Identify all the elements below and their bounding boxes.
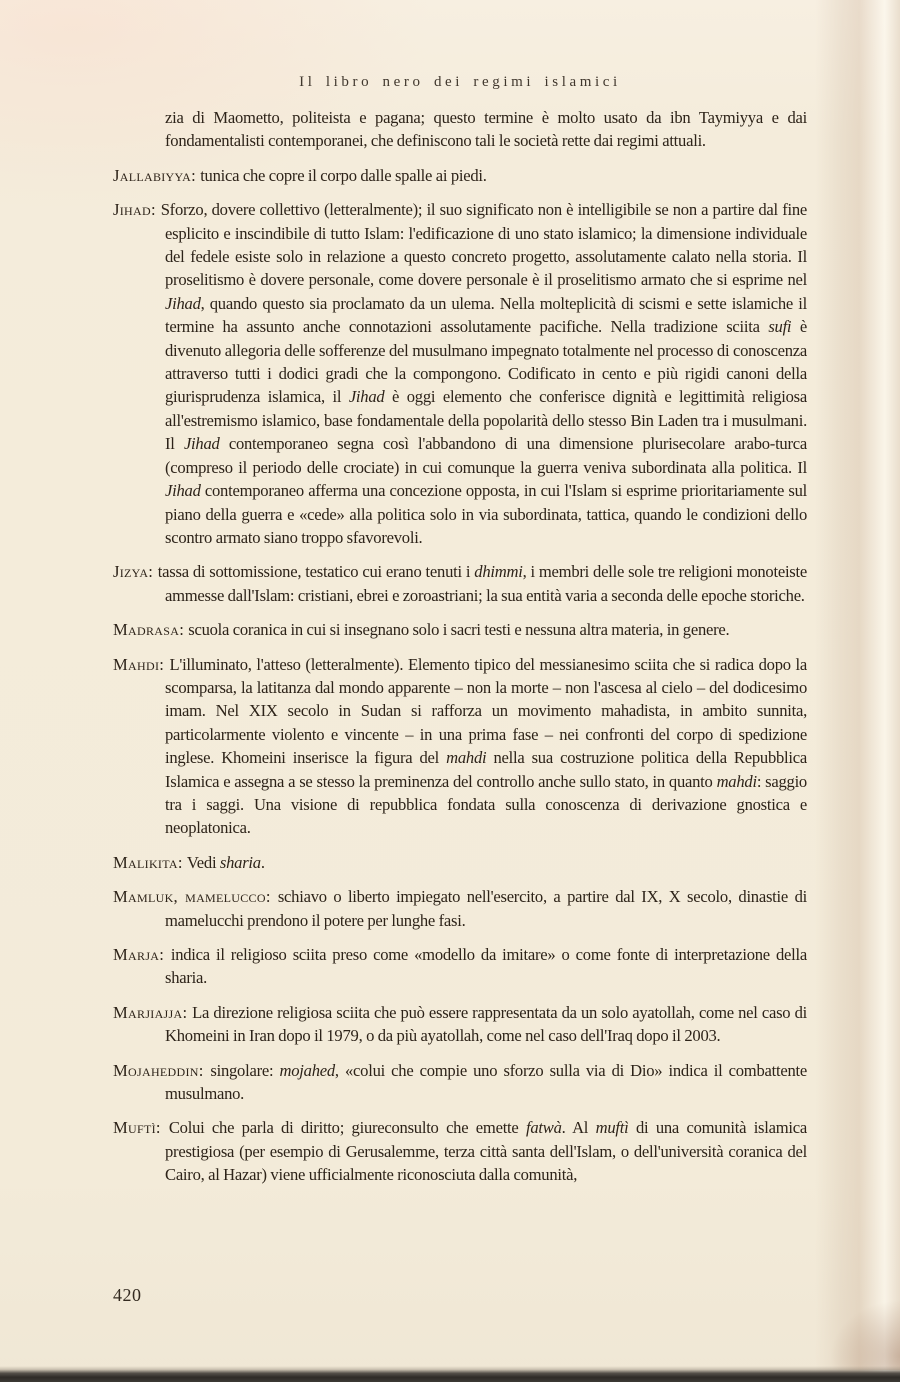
body-text: L'illuminato, l'atteso (letteralmente). Elemento tipico del messianesimo sciita che si radica dopo la scomparsa, la latitanza dal mondo apparente – non la morte – non l'ascesa al cielo – del dodicesimo imam. Nel XIX secolo in Sudan si rafforza un movimento mahadista, in ambito sunnita, particolarmente violento e vincente – in una prima fase – nei confronti del corpo di spedizione inglese. Khomeini inserisce la figura del bbox=[165, 654, 807, 768]
entry-term: Jihad: bbox=[113, 200, 161, 220]
italic-term-text: Jihad bbox=[165, 293, 201, 313]
body-text: La direzione religiosa sciita che può essere rappresentata da un solo ayatollah, come nel caso di Khomeini in Iran dopo il 1979, o da più ayatollah, come nel caso dell'Iraq dopo il 2003. bbox=[165, 1002, 808, 1046]
body-text: : saggio tra i saggi. Una visione di repubblica fondata sulla conoscenza di derivazione gnostica e neoplatonica. bbox=[165, 771, 807, 838]
glossary-entry bbox=[113, 198, 807, 549]
body-text: schiavo o liberto impiegato nell'esercito, a partire dal IX, X secolo, dinastie di mamelucchi prendono il potere per lunghe fasi. bbox=[165, 887, 807, 930]
body-text: , «colui che compie uno sforzo sulla via di Dio» indica il combattente musulmano. bbox=[165, 1060, 807, 1104]
entry-term: Jizya: bbox=[113, 562, 158, 582]
glossary-entry bbox=[113, 1059, 807, 1106]
body-text: , i membri delle sole tre religioni monoteiste ammesse dall'Islam: cristiani, ebrei e zoroastriani; la sua entità varia a seconda delle epoche storiche. bbox=[165, 562, 807, 605]
italic-term-text: mojahed bbox=[279, 1060, 335, 1080]
italic-term-text: mahdi bbox=[446, 748, 487, 768]
running-header: Il libro nero dei regimi islamici bbox=[299, 74, 621, 90]
italic-term-text: muftì bbox=[595, 1118, 629, 1138]
italic-term-text: Jihad bbox=[348, 387, 385, 407]
body-text: contemporaneo afferma una concezione opposta, in cui l'Islam si esprime prioritariamente sul piano della guerra e «cede» alla politica solo in via subordinata, tattica, quando le condizioni dello scontro armato siano troppo sfavorevoli. bbox=[165, 481, 807, 547]
entry-term: Jallabiyya: bbox=[113, 165, 201, 185]
body-text: è divenuto allegoria delle sofferenze del musulmano impegnato totalmente nel processo di conoscenza attraverso tutti i dodici gradi che la compongono. Codificato in cento e più rigidi canoni della giurisprudenza islamica, il bbox=[165, 317, 807, 407]
body-text: è oggi elemento che conferisce dignità e legittimità religiosa all'estremismo islamico, base fondamentale della popolarità dello stesso Bin Laden tra i musulmani. Il bbox=[165, 387, 807, 454]
italic-term-text: Jihad bbox=[165, 481, 201, 501]
glossary-content bbox=[113, 106, 807, 1198]
scan-bottom-edge bbox=[0, 1366, 900, 1382]
continued-paragraph bbox=[113, 106, 807, 153]
body-text: contemporaneo segna così l'abbandono di una dimensione plurisecolare arabo-turca (compreso il periodo delle crociate) in cui comunque la guerra veniva subordinata alla politica. Il bbox=[165, 434, 807, 477]
italic-term-text: Jihad bbox=[183, 434, 220, 454]
body-text: zia di Maometto, politeista e pagana; questo termine è molto usato da ibn Taymiyya e dai fondamentalisti contemporanei, che definiscono tali le società rette dai regimi attuali. bbox=[165, 108, 807, 151]
glossary-entry bbox=[113, 1116, 807, 1186]
glossary-entry bbox=[113, 560, 807, 607]
glossary-entry bbox=[113, 885, 807, 932]
glossary-entry bbox=[113, 851, 807, 874]
glossary-entry bbox=[113, 653, 807, 840]
body-text: di una comunità islamica prestigiosa (per esempio di Gerusalemme, terza città santa dell'Islam, o dell'università coranica del Cairo, al Hazar) viene ufficialmente riconosciuta dalla comunità, bbox=[165, 1118, 807, 1185]
body-text: Sforzo, dovere collettivo (letteralmente); il suo significato non è intelligibile se non a partire dal fine esplicito e inscindibile di tutto Islam: l'edificazione di uno stato islamico; la dimensione individuale del fedele esiste solo in relazione a questo concreto progetto, assolutamente calato nella storia. Il proselitismo è dovere personale, come dovere personale è il proselitismo armato che si esprime nel bbox=[160, 200, 807, 290]
body-text: Vedi bbox=[186, 852, 220, 872]
italic-term-text: sharia bbox=[219, 852, 261, 872]
body-text: singolare: bbox=[210, 1060, 280, 1080]
body-text: scuola coranica in cui si insegnano solo i sacri testi e nessuna altra materia, in genere. bbox=[188, 620, 730, 640]
italic-term-text: mahdi bbox=[716, 771, 757, 791]
glossary-entry bbox=[113, 1001, 807, 1048]
italic-term-text: dhimmi bbox=[474, 562, 523, 582]
entry-term: Marja: bbox=[113, 945, 171, 964]
body-text: Colui che parla di diritto; giureconsulto che emette bbox=[168, 1118, 526, 1138]
glossary-entry bbox=[113, 164, 807, 187]
body-text: . Al bbox=[561, 1118, 596, 1138]
body-text: indica il religioso sciita preso come «modello da imitare» o come fonte di interpretazione della sharia. bbox=[165, 945, 807, 988]
entry-term: Mamluk, mamelucco: bbox=[113, 887, 278, 907]
body-text: , quando questo sia proclamato da un ulema. Nella molteplicità di scismi e sette islamiche il termine ha assunto anche connotazioni assolutamente pacifiche. Nella tradizione sciita bbox=[165, 293, 807, 337]
body-text: tassa di sottomissione, testatico cui erano tenuti i bbox=[157, 562, 475, 582]
body-text: nella sua costruzione politica della Repubblica Islamica e assegna a se stesso la preminenza del controllo anche sullo stato, in quanto bbox=[165, 748, 808, 791]
entry-term: Muftì: bbox=[113, 1118, 169, 1138]
page-number: 420 bbox=[113, 1285, 142, 1305]
entry-term: Mahdi: bbox=[113, 654, 170, 674]
italic-term-text: sufi bbox=[768, 317, 792, 337]
scan-corner-smudge bbox=[830, 1300, 900, 1370]
italic-term-text: fatwà bbox=[525, 1118, 562, 1138]
body-text: tunica che copre il corpo dalle spalle ai piedi. bbox=[200, 165, 487, 185]
entry-term: Mojaheddin: bbox=[113, 1060, 211, 1080]
entry-term: Madrasa: bbox=[113, 620, 189, 640]
scan-right-edge-shadow bbox=[815, 0, 900, 1382]
glossary-entry bbox=[113, 943, 807, 990]
glossary-entry bbox=[113, 618, 807, 641]
entry-term: Marjiajja: bbox=[113, 1002, 193, 1022]
entry-term: Malikita: bbox=[113, 852, 187, 872]
body-text: . bbox=[260, 852, 265, 872]
